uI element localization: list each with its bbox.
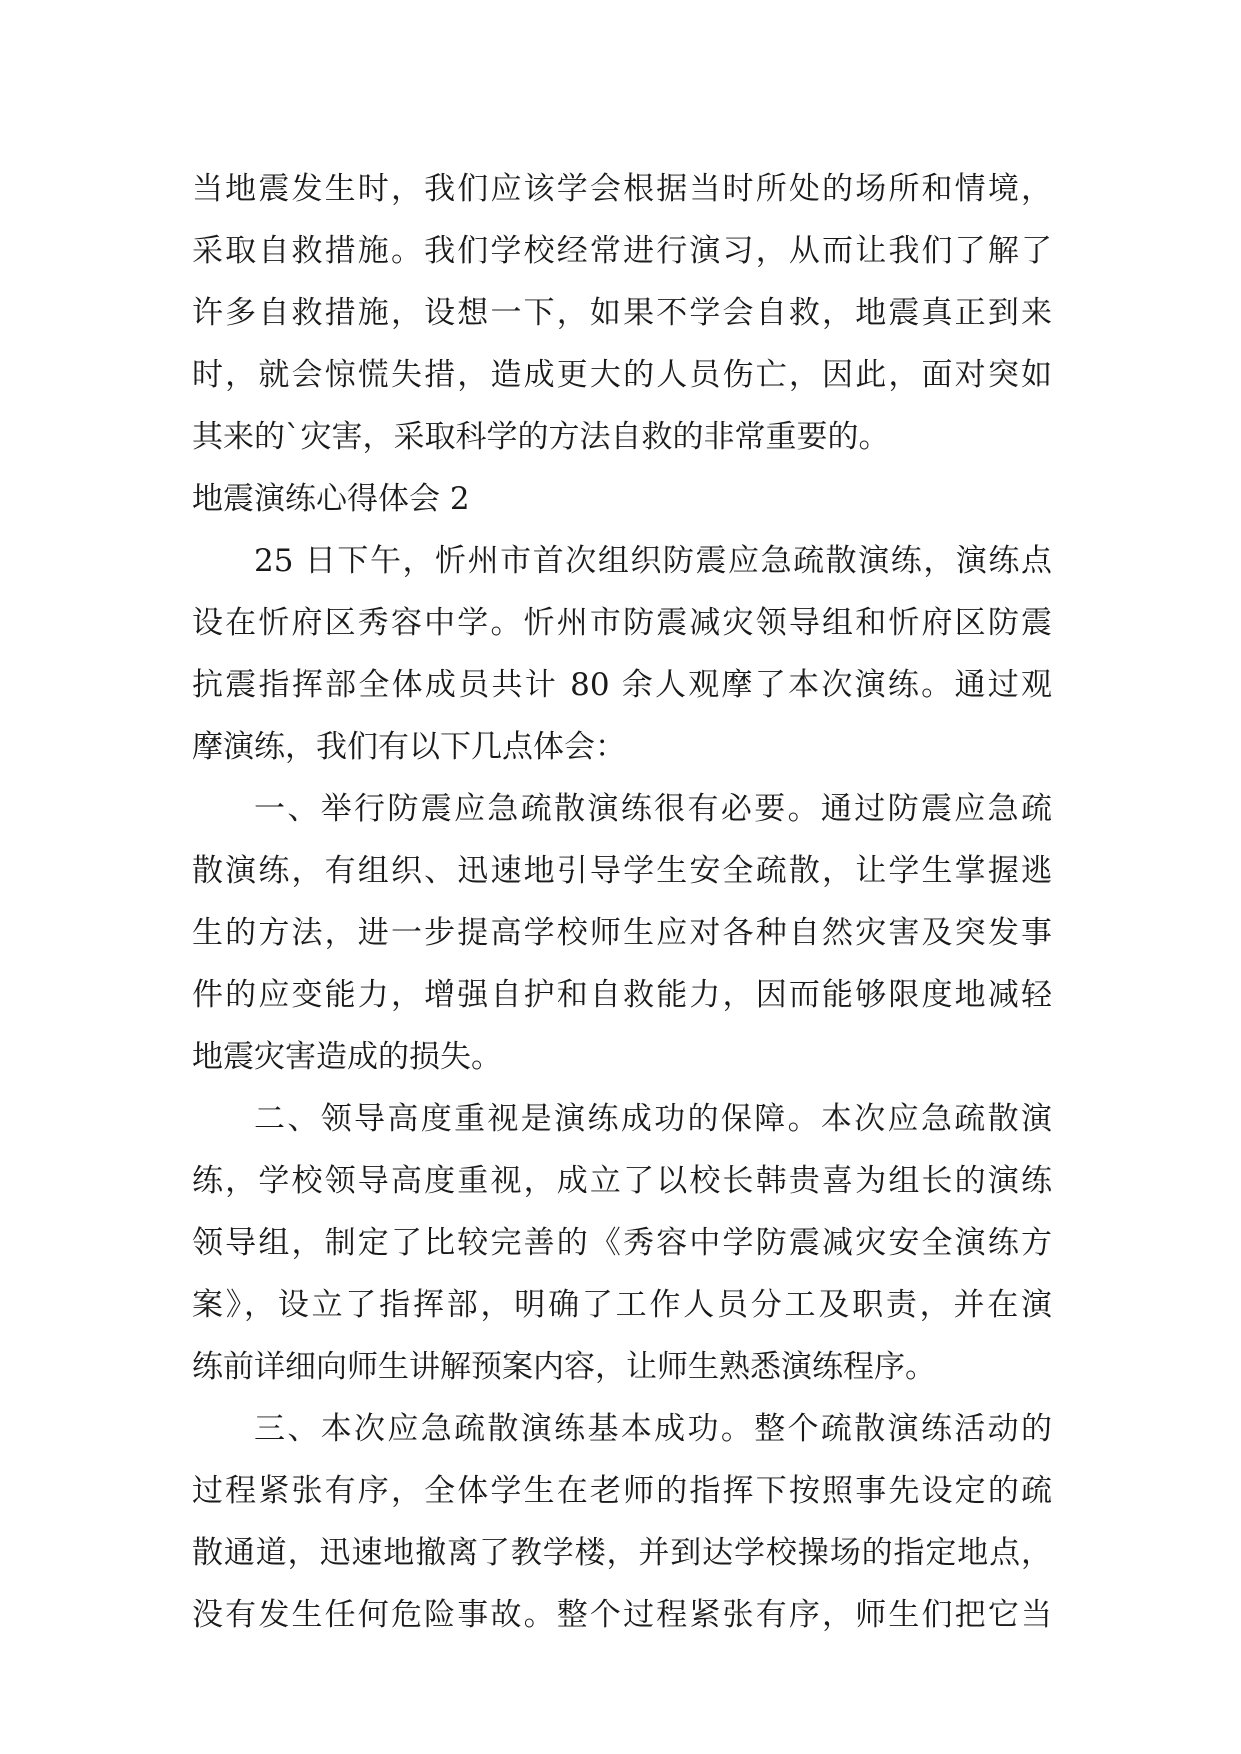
- paragraph-1-line-4: 摩演练，我们有以下几点体会：: [192, 729, 626, 765]
- paragraph-3-line-4: 案》，设立了指挥部，明确了工作人员分工及职责，并在演: [192, 1287, 1052, 1323]
- paragraph-4-line-1: 三、本次应急疏散演练基本成功。整个疏散演练活动的: [254, 1411, 1052, 1447]
- intro-line-4: 时，就会惊慌失措，造成更大的人员伤亡，因此，面对突如: [192, 357, 1052, 393]
- paragraph-2-line-5: 地震灾害造成的损失。: [192, 1039, 502, 1075]
- intro-line-3: 许多自救措施，设想一下，如果不学会自救，地震真正到来: [192, 295, 1052, 331]
- paragraph-4-line-2: 过程紧张有序，全体学生在老师的指挥下按照事先设定的疏: [192, 1473, 1052, 1509]
- intro-line-1: 当地震发生时，我们应该学会根据当时所处的场所和情境，: [192, 171, 1052, 207]
- paragraph-3-line-5: 练前详细向师生讲解预案内容，让师生熟悉演练程序。: [192, 1349, 936, 1385]
- intro-line-2: 采取自救措施。我们学校经常进行演习，从而让我们了解了: [192, 233, 1052, 269]
- paragraph-4-line-3: 散通道，迅速地撤离了教学楼，并到达学校操场的指定地点，: [192, 1535, 1052, 1571]
- intro-line-5: 其来的`灾害，采取科学的方法自救的非常重要的。: [192, 419, 890, 455]
- paragraph-1-line-3: 抗震指挥部全体成员共计 80 余人观摩了本次演练。通过观: [192, 667, 1052, 703]
- paragraph-2-line-1: 一、举行防震应急疏散演练很有必要。通过防震应急疏: [254, 791, 1052, 827]
- paragraph-1-line-2: 设在忻府区秀容中学。忻州市防震减灾领导组和忻府区防震: [192, 605, 1052, 641]
- paragraph-1-line-1: 25 日下午，忻州市首次组织防震应急疏散演练，演练点: [254, 543, 1052, 579]
- paragraph-4-line-4: 没有发生任何危险事故。整个过程紧张有序，师生们把它当: [192, 1597, 1052, 1633]
- paragraph-3-line-2: 练，学校领导高度重视，成立了以校长韩贵喜为组长的演练: [192, 1163, 1052, 1199]
- paragraph-2-line-2: 散演练，有组织、迅速地引导学生安全疏散，让学生掌握逃: [192, 853, 1052, 889]
- paragraph-3-line-1: 二、领导高度重视是演练成功的保障。本次应急疏散演: [254, 1101, 1052, 1137]
- section-title: 地震演练心得体会 2: [192, 481, 470, 517]
- paragraph-2-line-4: 件的应变能力，增强自护和自救能力，因而能够限度地减轻: [192, 977, 1052, 1013]
- paragraph-3-line-3: 领导组，制定了比较完善的《秀容中学防震减灾安全演练方: [192, 1225, 1052, 1261]
- paragraph-2-line-3: 生的方法，进一步提高学校师生应对各种自然灾害及突发事: [192, 915, 1052, 951]
